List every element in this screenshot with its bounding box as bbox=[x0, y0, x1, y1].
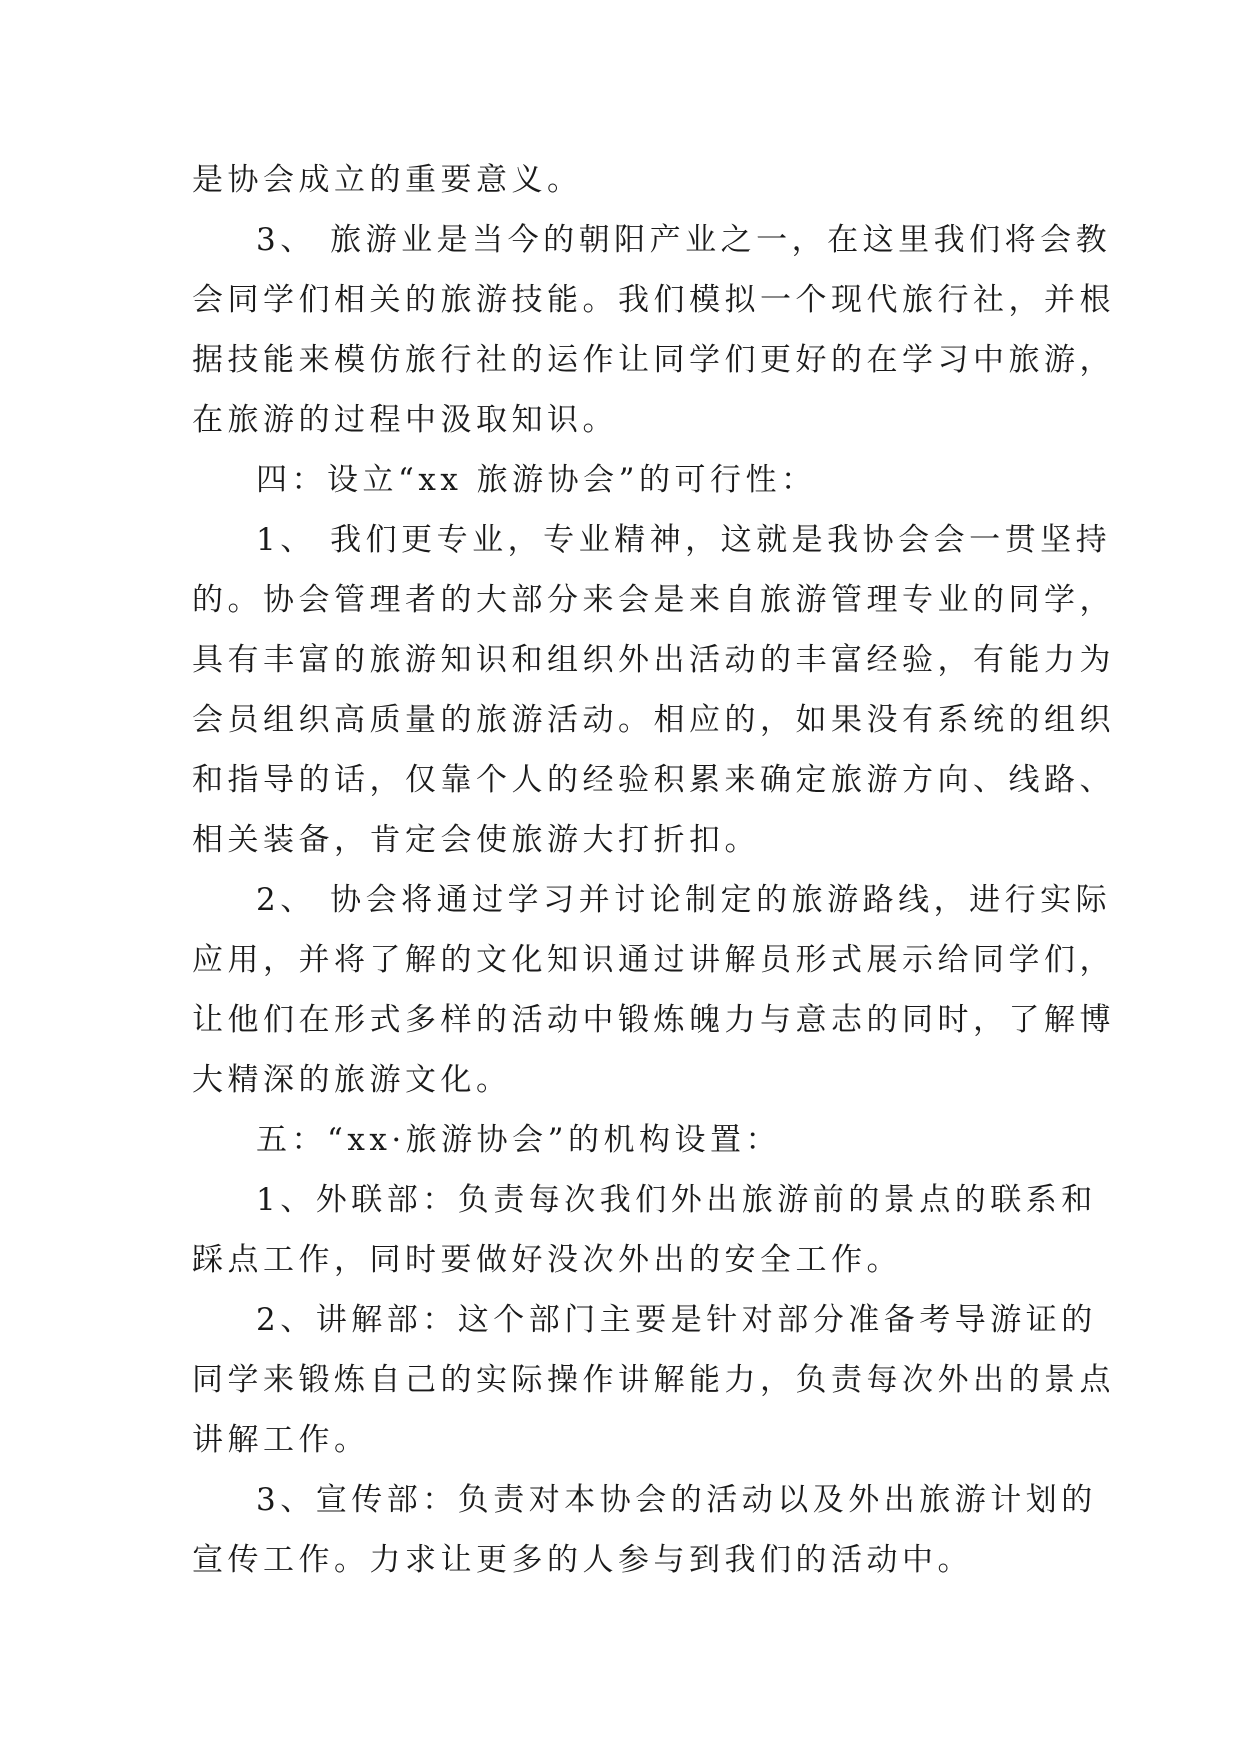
item-guide-department: 2、讲解部：这个部门主要是针对部分准备考导游证的 bbox=[256, 1302, 1097, 1338]
paragraph-2-routes: 2、 协会将通过学习并讨论制定的旅游路线，进行实际 bbox=[256, 882, 1112, 918]
text-line: 大精深的旅游文化。 bbox=[192, 1062, 512, 1098]
text-line: 会同学们相关的旅游技能。我们模拟一个现代旅行社，并根 bbox=[192, 282, 1115, 318]
item-publicity-department: 3、宣传部：负责对本协会的活动以及外出旅游计划的 bbox=[256, 1482, 1097, 1518]
text-line: 和指导的话，仅靠个人的经验积累来确定旅游方向、线路、 bbox=[192, 762, 1115, 798]
text-line: 在旅游的过程中汲取知识。 bbox=[192, 402, 618, 438]
text-line: 具有丰富的旅游知识和组织外出活动的丰富经验，有能力为 bbox=[192, 642, 1115, 678]
text-line: 踩点工作，同时要做好没次外出的安全工作。 bbox=[192, 1242, 902, 1278]
section-heading-feasibility: 四：设立“xx 旅游协会”的可行性： bbox=[256, 462, 817, 498]
text-line: 相关装备，肯定会使旅游大打折扣。 bbox=[192, 822, 760, 858]
text-line: 据技能来模仿旅行社的运作让同学们更好的在学习中旅游， bbox=[192, 342, 1115, 378]
section-heading-structure: 五：“xx·旅游协会”的机构设置： bbox=[256, 1122, 782, 1158]
text-line: 的。协会管理者的大部分来会是来自旅游管理专业的同学， bbox=[192, 582, 1115, 618]
text-line: 会员组织高质量的旅游活动。相应的，如果没有系统的组织 bbox=[192, 702, 1115, 738]
text-line: 讲解工作。 bbox=[192, 1422, 370, 1458]
document-page bbox=[192, 150, 1115, 1590]
text-line: 是协会成立的重要意义。 bbox=[192, 162, 583, 198]
text-line: 同学来锻炼自己的实际操作讲解能力，负责每次外出的景点 bbox=[192, 1362, 1115, 1398]
paragraph-1-professional: 1、 我们更专业，专业精神，这就是我协会会一贯坚持 bbox=[256, 522, 1112, 558]
text-line: 宣传工作。力求让更多的人参与到我们的活动中。 bbox=[192, 1542, 973, 1578]
text-line: 让他们在形式多样的活动中锻炼魄力与意志的同时，了解博 bbox=[192, 1002, 1115, 1038]
paragraph-3-tourism-industry: 3、 旅游业是当今的朝阳产业之一，在这里我们将会教 bbox=[256, 222, 1112, 258]
item-liaison-department: 1、外联部：负责每次我们外出旅游前的景点的联系和 bbox=[256, 1182, 1097, 1218]
text-line: 应用，并将了解的文化知识通过讲解员形式展示给同学们， bbox=[192, 942, 1115, 978]
